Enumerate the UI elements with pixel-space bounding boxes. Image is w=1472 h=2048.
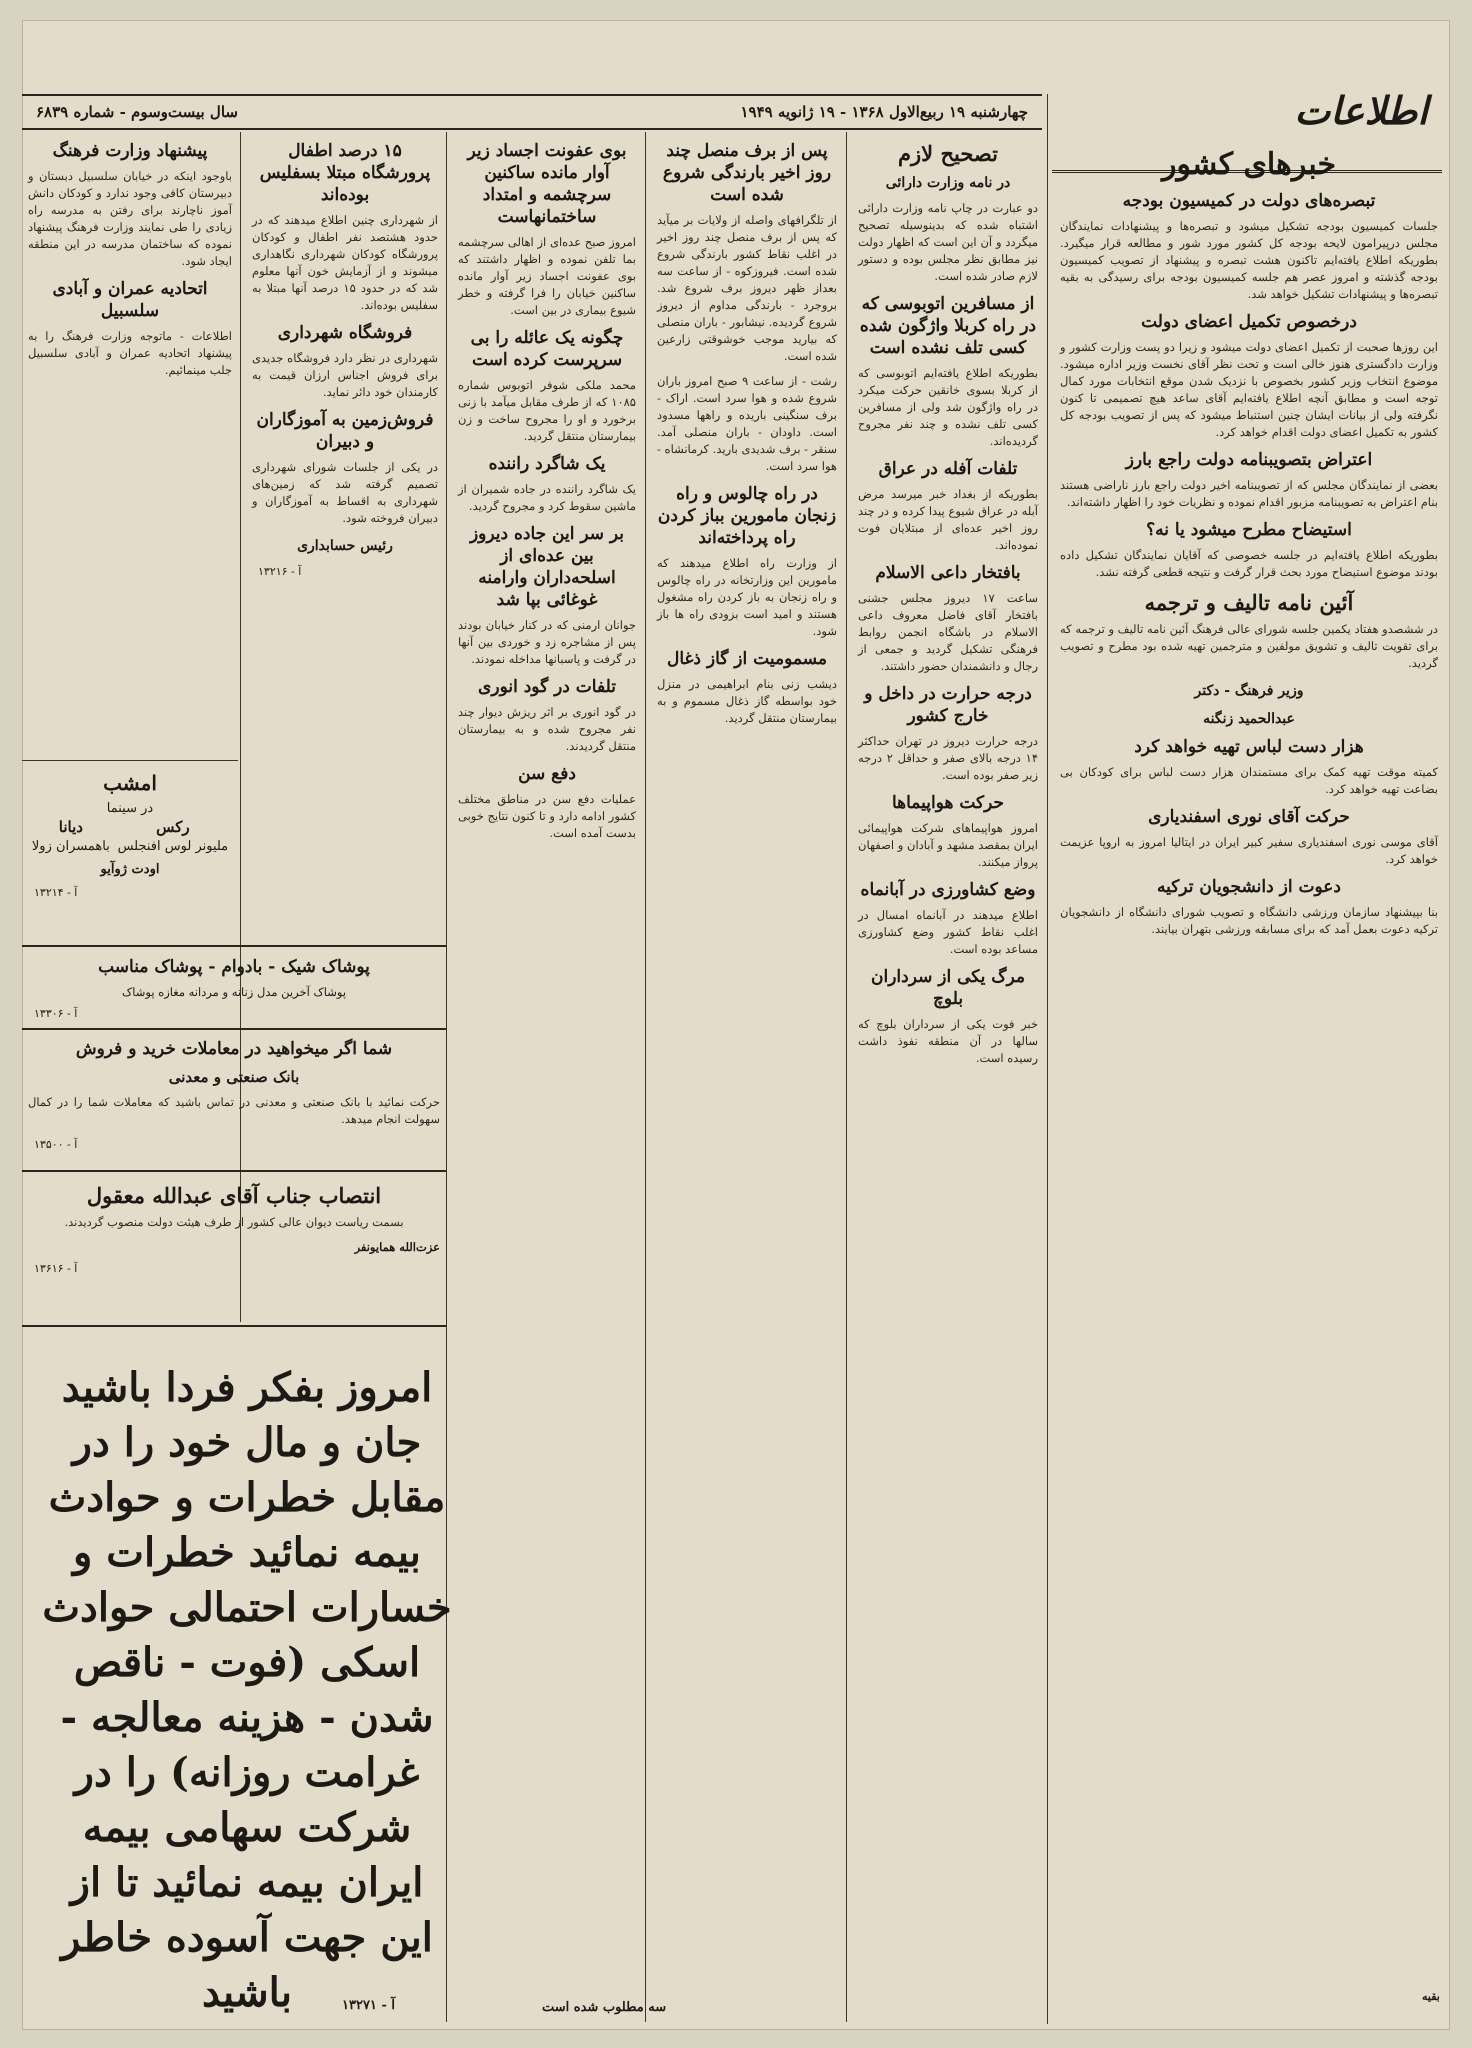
box-rule	[22, 1028, 446, 1030]
issue-number: سال بیست‌وسوم - شماره ۶۸۳۹	[36, 103, 238, 121]
article-body: محمد ملکی شوفر اتوبوس شماره ۱۰۸۵ که از طرف مقابل میآمد با زنی برخورد و او را مجروح ساخت و زن بیمارستان منتقل گردید.	[458, 378, 636, 443]
article-headline: حرکت هواپیماها	[891, 793, 1005, 813]
date-line: چهارشنبه ۱۹ ربیع‌الاول ۱۳۶۸ - ۱۹ ژانویه ۱۹۴۹	[740, 103, 1028, 121]
article-headline: تلفات در گود انوری	[478, 677, 616, 697]
ad-reference: آ - ۱۳۳۰۶	[34, 1007, 78, 1020]
ad-reference: آ - ۱۳۲۷۱	[342, 1998, 395, 2013]
ad-body: حرکت نمائید با بانک صنعتی و معدنی در تماس باشید که معاملات شما را در کمال سهولت انجام میدهد.	[28, 1095, 440, 1126]
article-headline: مرگ یکی از سرداران بلوچ	[870, 967, 1025, 1009]
article-headline: بوی عفونت اجساد زیر آوار مانده ساکنین سرچشمه و امتداد ساختمانهاست	[467, 141, 627, 227]
article-body: امروز هواپیماهای شرکت هواپیمائی ایران بمقصد مشهد و آبادان و اصفهان پرواز میکنند.	[858, 821, 1038, 869]
notice-signature: عزت‌الله همایونفر	[354, 1240, 440, 1254]
article-subheadline: در نامه وزارت دارائی	[885, 175, 1011, 191]
article-headline: استیضاح مطرح میشود یا نه؟	[1146, 520, 1352, 540]
article-body: بنا بپیشنهاد سازمان ورزشی دانشگاه و تصویب شورای دانشگاه از دانشجویان ترکیه دعوت بعمل آمد که برای مسابقه ورزشی بتهران بیایند.	[1060, 905, 1438, 936]
article-headline: دعوت از دانشجویان ترکیه	[1157, 877, 1341, 897]
bank-ad	[22, 1034, 446, 1151]
article-headline: یک شاگرد راننده	[488, 454, 606, 474]
article-headline: پیشنهاد وزارت فرهنگ	[52, 141, 208, 161]
article-body: این روزها صحبت از تکمیل اعضای دولت میشود و زیرا دو پست وزارت کشور و وزارت دادگستری هنوز خالی است و تحت نظر آقای نخست وزیر اداره میشود. موضوع انتخاب وزیر کشور بخصوص با نزدیک شدن موقع انتخابات مورد کمال توجه است و مطابق آنچه اطلاع یافته‌ایم آقای ساعد هیچ تصمیمی تا کنون نگرفته ولی از بیانات ایشان چنین استنباط میشود که پس از تصویب بودجه کل کشور به تکمیل اعضای دولت اقدام خواهد کرد.	[1060, 340, 1438, 439]
ad-body: پوشاک آخرین مدل زنانه و مردانه مغازه پوشاک	[121, 985, 347, 999]
article-body: خبر فوت یکی از سرداران بلوچ که سالها در آن منطقه نفوذ داشت رسیده است.	[858, 1017, 1038, 1065]
signature: رئیس حسابداری	[297, 538, 393, 554]
article-body: درجه حرارت دیروز در تهران حداکثر ۱۴ درجه بالای صفر و حداقل ۲ درجه زیر صفر بوده است.	[858, 734, 1038, 782]
cinema-name: رکس	[156, 818, 190, 836]
ad-reference: آ - ۱۳۵۰۰	[34, 1138, 78, 1151]
article-body: اطلاعات - ماتوجه وزارت فرهنگ را به پیشنهاد اتحادیه عمران و آبادی سلسبیل جلب مینمائیم.	[28, 329, 232, 377]
article-headline: درجه حرارت در داخل و خارج کشور	[864, 684, 1032, 726]
article-headline: تبصره‌های دولت در کمیسیون بودجه	[1122, 191, 1376, 211]
ad-headline: شما اگر میخواهید در معاملات خرید و فروش	[75, 1039, 393, 1059]
article-headline: بافتخار داعی الاسلام	[875, 563, 1021, 583]
box-rule	[22, 945, 446, 947]
article-headline: تلفات آفله در عراق	[878, 459, 1018, 479]
notice-body: بسمت ریاست دیوان عالی کشور از طرف هیئت دولت منصوب گردیدند.	[64, 1215, 404, 1229]
article-body: عملیات دفع سن در مناطق مختلف کشور ادامه دارد و تا کنون نتایج خوبی بدست آمده است.	[458, 792, 636, 840]
ad-reference: آ - ۱۳۲۱۴	[34, 886, 78, 899]
article-headline: دفع سن	[518, 764, 576, 784]
article-headline: درخصوص تکمیل اعضای دولت	[1141, 312, 1357, 332]
article-body: جوانان ارمنی که در کنار خیابان بودند پس از مشاجره زد و خوردی بین آنها در گرفت و پاسبانها مداخله نمودند.	[458, 618, 636, 666]
box-rule	[22, 1325, 446, 1327]
cinema-subtitle: در سینما	[106, 801, 154, 816]
article-headline: چگونه یک عائله را بی سرپرست کرده است	[470, 328, 624, 370]
article-body: آقای موسی نوری اسفندیاری سفیر کبیر ایران در ایتالیا امروز به اروپا عزیمت خواهد کرد.	[1060, 835, 1438, 866]
box-rule	[22, 760, 238, 761]
article-body: دو عبارت در چاپ نامه وزارت دارائی اشتباه شده که بدینوسیله تصحیح میگردد و آن این است که اظهار دولت نیز مطابق نظر مجلس بوده و دستور لازم صادر شده است.	[858, 201, 1038, 283]
signature-title: وزیر فرهنگ - دکتر	[1194, 683, 1304, 699]
article-body: ساعت ۱۷ دیروز مجلس جشنی بافتخار آقای فاضل معروف داعی الاسلام در باشگاه انجمن روابط فرهنگی تشکیل گردید و جمعی از رجال و دانشمندان حضور داشتند.	[858, 591, 1039, 673]
domestic-news-column	[1054, 140, 1444, 2020]
article-body: رشت - از ساعت ۹ صبح امروز باران شروع شده و هوا سرد است. اراک - برف سنگینی باریده و راهها مسدود است. داودان - باران منصلی آمد. سنقر - برف شدیدی بارید. کرمانشاه - هوا سرد است.	[657, 374, 837, 473]
signature-name: عبدالحمید زنگنه	[1203, 711, 1295, 727]
article-headline: در راه چالوس و راه زنجان مامورین بباز کردن راه پرداخته‌اند	[657, 484, 837, 548]
article-body: در یکی از جلسات شورای شهرداری تصمیم گرفته شد که زمین‌های شهرداری به اقساط به آموزگاران و دبیران فروخته شود.	[252, 460, 438, 525]
news-column-2	[246, 136, 444, 896]
article-headline: از مسافرین اتوبوسی که در راه کربلا واژگون شده کسی تلف نشده است	[859, 294, 1037, 358]
article-body: در ششصدو هفتاد یکمین جلسه شورای عالی فرهنگ آئین نامه تالیف و ترجمه که برای تقویت تالیف و تشویق مولفین و مترجمین تهیه شده بود مطرح و تصویب گردید.	[1060, 622, 1438, 670]
article-body: در گود انوری بر اثر ریزش دیوار چند نفر مجروح شده و به بیمارستان منتقل گردیدند.	[458, 705, 636, 753]
article-body: از شهرداری چنین اطلاع میدهند که در حدود هشتصد نفر اطفال و کودکان پرورشگاه کودکان شهرداری نگاهداری میشوند و از آزمایش خون آنها معلوم شد که در حدود ۱۵ درصد آنها مبتلا به سفلیس بوده‌اند.	[252, 213, 438, 312]
article-body: شهرداری در نظر دارد فروشگاه جدیدی برای فروش اجناس ارزان قیمت به کارمندان خود دائر نماید.	[252, 351, 438, 399]
cinema-name: دیانا	[58, 818, 83, 836]
section-title: خبرهای کشور	[1161, 147, 1337, 182]
article-headline: اعتراض بتصویبنامه دولت راجع بارز	[1125, 450, 1373, 470]
article-headline: بر سر این جاده دیروز بین عده‌ای از اسلحه‌داران وارامنه غوغائی بپا شد	[469, 524, 625, 610]
article-headline: ۱۵ درصد اطفال پرورشگاه مبتلا بسفلیس بوده‌اند	[259, 141, 431, 205]
news-column-1	[22, 136, 238, 756]
clothing-ad	[22, 952, 446, 1022]
article-headline: پس از برف منصل چند روز اخیر بارندگی شروع شده است	[662, 141, 832, 205]
newspaper-logo: اطلاعات	[1294, 88, 1428, 133]
appointment-notice	[22, 1178, 446, 1308]
article-body: اطلاع میدهند در آبانماه امسال در اغلب نقاط کشور وضع کشاورزی مساعد بوده است.	[858, 908, 1038, 956]
article-body: بطوریکه اطلاع یافته‌ایم اتوبوسی که از کربلا بسوی خانقین حرکت میکرد در راه واژگون شد ولی از مسافرین کسی تلف نشده و چند نفر مجروح گردیده‌اند.	[858, 366, 1038, 448]
article-headline: حرکت آقای نوری اسفندیاری	[1148, 807, 1350, 827]
article-headline: مسمومیت از گاز ذغال	[667, 649, 827, 669]
box-rule	[22, 1170, 446, 1172]
ad-headline: پوشاک شیک - بادوام - پوشاک مناسب	[98, 957, 370, 977]
news-column-4	[651, 136, 843, 2021]
article-body: از وزارت راه اطلاع میدهند که مامورین این وزارتخانه در راه چالوس و راه زنجان به باز کردن راه مشغول هستند و امید است بزودی راه ها باز شود.	[657, 556, 837, 638]
article-body: بطوریکه از بغداد خبر میرسد مرض آبله در عراق شیوع پیدا کرده و در چند روز اخیر عده‌ای از مبتلایان فوت نموده‌اند.	[858, 487, 1038, 552]
film-title: اودت ژوآیو	[100, 862, 160, 877]
film-title: ملیونر لوس افنجلس	[117, 839, 229, 854]
article-body: جلسات کمیسیون بودجه تشکیل میشود و تبصره‌ها و پیشنهادات نمایندگان مجلس درپیرامون لایحه بودجه کل کشور مورد شور و مطالعه قرار میگیرد. بطوریکه اطلاع یافته‌ایم تاکنون هشت تبصره و پیشنهاد از تصویب کمیسیون بودجه گذشته و امروز عصر هم جلسه کمیسیون بودجه برای رسیدگی به بقیه تبصره‌ها و پیشنهادات تشکیل خواهد شد.	[1060, 219, 1438, 301]
ad-reference: آ - ۱۳۲۱۶	[258, 565, 302, 578]
column-rule	[846, 132, 847, 2022]
article-body: یک شاگرد راننده در جاده شمیران از ماشین سقوط کرد و مجروح گردید.	[458, 482, 636, 513]
article-headline: وضع کشاورزی در آبانماه	[860, 880, 1036, 900]
news-column-5	[852, 136, 1044, 2021]
article-body: بطوریکه اطلاع یافته‌ایم در جلسه خصوصی که آقایان نمایندگان تشکیل داده بودند موضوع استیضاح مورد بحث قرار گرفت و نتیجه قطعی گرفته نشد.	[1060, 548, 1438, 579]
film-title: باهمسران زولا	[31, 839, 110, 854]
article-body: کمیته موقت تهیه کمک برای مستمندان هزار دست لباس برای کودکان بی بضاعت تهیه خواهد کرد.	[1060, 765, 1438, 796]
continued-marker: بقیه	[1422, 1990, 1440, 2003]
article-headline: آئین نامه تالیف و ترجمه	[1144, 590, 1354, 615]
cinema-listing	[22, 768, 238, 938]
ad-reference: آ - ۱۳۶۱۶	[34, 1262, 78, 1275]
column-rule	[1047, 94, 1048, 2024]
article-body: از تلگرافهای واصله از ولایات بر میآید که پس از برف منصل چند روز اخیر در اغلب نقاط کشور بارندگی شروع شده است. فیروزکوه - از ساعت سه بعداز ظهر دیروز برف شروع شد. بروجرد - بارندگی مداوم از دیروز شروع گردیده. نیشابور - باران منصلی که بیارید موجب خوشوقتی زارعین شده است.	[657, 213, 837, 363]
article-headline: اتحادیه عمران و آبادی سلسبیل	[52, 279, 208, 321]
newspaper-page	[22, 20, 1450, 2030]
article-headline: فروش‌زمین به آموزگاران و دبیران	[256, 410, 434, 452]
article-headline: هزار دست لباس تهیه خواهد کرد	[1134, 737, 1364, 757]
insurance-ad-text: امروز بفکر فردا باشید جان و مال خود را در مقابل خطرات و حوادث بیمه نمائید خطرات و خسارات احتمالی حوادث اسکی (فوت - ناقص شدن - هزینه معالجه - غرامت روزانه) را در شرکت سهامی بیمه ایران بیمه نمائید تا از این جهت آسوده خاطر باشید	[42, 1364, 452, 2016]
date-bar	[22, 94, 1042, 130]
article-headline: فروشگاه شهرداری	[277, 323, 413, 343]
article-headline: تصحیح لازم	[898, 141, 998, 166]
news-column-3	[452, 136, 642, 2021]
article-body: باوجود اینکه در خیابان سلسبیل دبستان و دبیرستان کافی وجود ندارد و کودکان دانش آموز ناچارند برای رفتن به مدرسه راه زیادی را طی نمایند وزارت فرهنگ پیشنهاد نموده که ساختمان مدرسه در این منطقه ایجاد شود.	[28, 169, 232, 268]
article-body: بعضی از نمایندگان مجلس که از تصویبنامه اخیر دولت راجع بارز ناراضی هستند بنام اعتراض به تصویبنامه مزبور اقدام نموده و نظریات خود را اظهار داشته‌اند.	[1060, 478, 1438, 509]
article-body: دیشب زنی بنام ابراهیمی در منزل خود بواسطه گاز ذغال مسموم و به بیمارستان منتقل گردید.	[657, 677, 837, 725]
article-body: امروز صبح عده‌ای از اهالی سرچشمه بما تلفن نموده و اظهار داشتند که بوی عفونت اجساد زیر آوار مانده ساکنین خیابان را فرا گرفته و خطر شیوع بیماری در بین است.	[458, 235, 636, 317]
column-rule	[645, 132, 646, 2022]
ad-subheadline: بانک صنعتی و معدنی	[168, 1068, 300, 1086]
page-stamp: سه مطلوب شده است	[542, 2000, 667, 2015]
notice-headline: انتصاب جناب آقای عبدالله معقول	[86, 1183, 382, 1208]
cinema-title: امشب	[103, 771, 157, 795]
